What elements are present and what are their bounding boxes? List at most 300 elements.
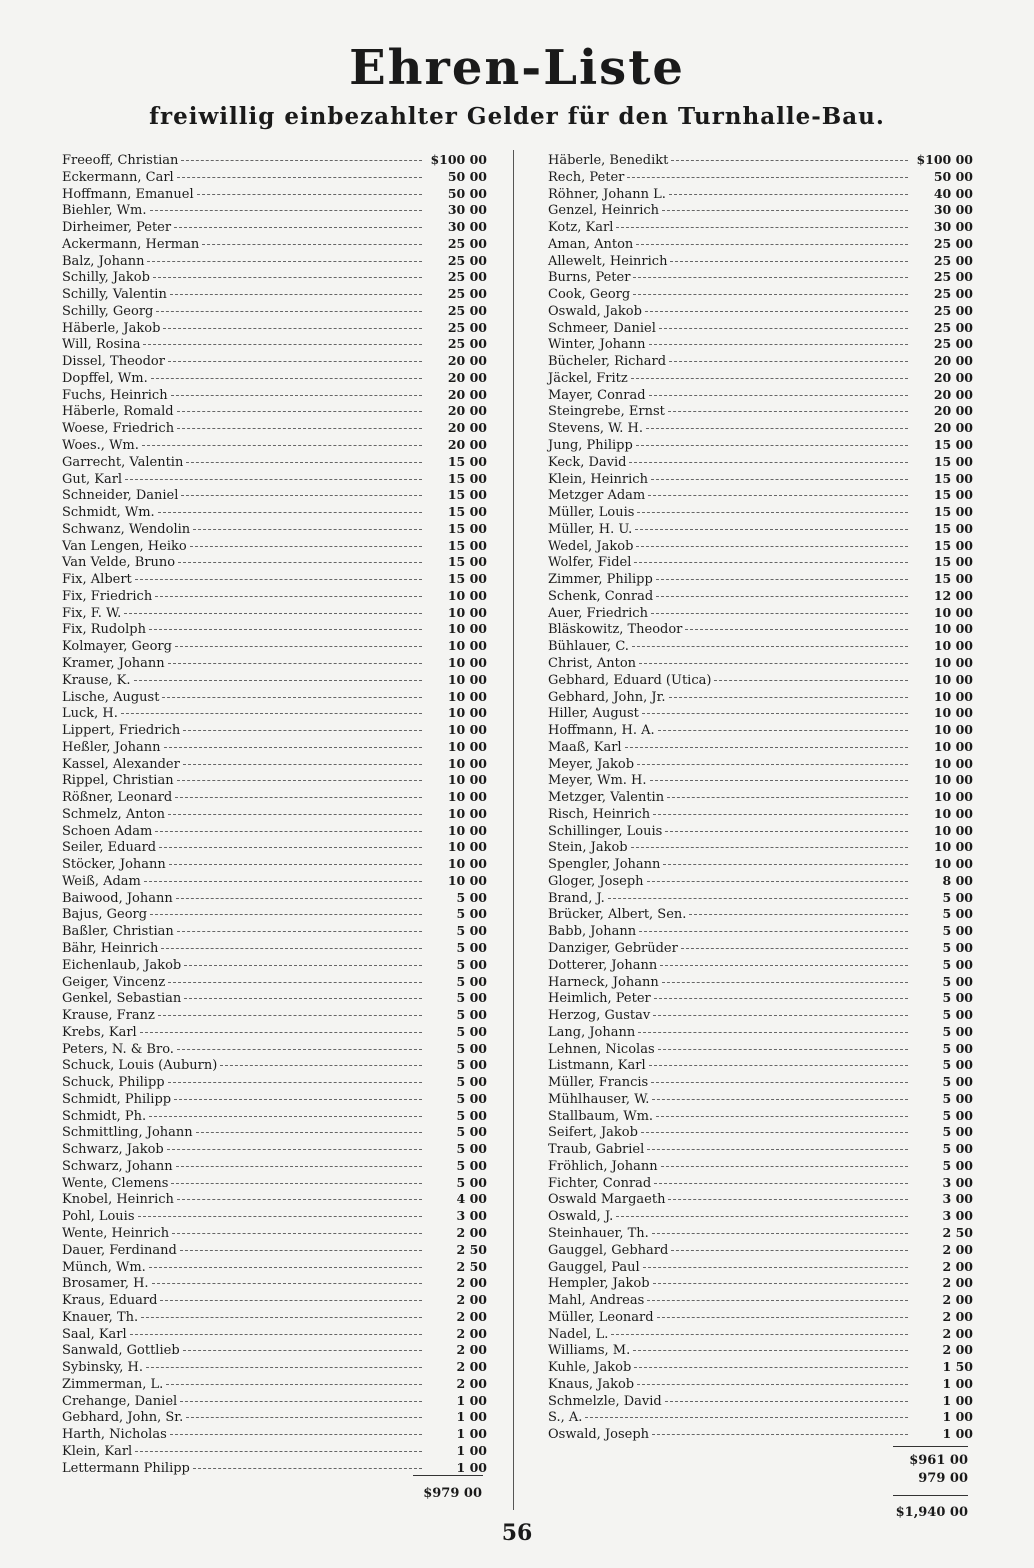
leader-dots xyxy=(170,1422,422,1438)
donor-name: S., A. xyxy=(548,1410,583,1426)
leader-dots xyxy=(168,1070,422,1086)
leader-dots xyxy=(177,399,422,415)
donor-name: Müller, Leonard xyxy=(548,1309,654,1325)
leader-dots xyxy=(641,1120,908,1136)
donation-amount: 40 00 xyxy=(933,185,973,201)
donation-amount: 20 00 xyxy=(447,386,487,402)
leader-dots xyxy=(162,685,422,701)
leader-dots xyxy=(714,668,908,684)
donation-amount: 30 00 xyxy=(447,202,487,218)
leader-dots xyxy=(668,399,908,415)
leader-dots xyxy=(671,1238,908,1254)
donor-name: Fuchs, Heinrich xyxy=(62,387,168,403)
leader-dots xyxy=(653,1271,908,1287)
donation-amount: 3 00 xyxy=(456,1208,487,1224)
leader-dots xyxy=(685,617,908,633)
donation-amount: 10 00 xyxy=(933,856,973,872)
donation-amount: 15 00 xyxy=(933,453,973,469)
donation-amount: 2 00 xyxy=(942,1292,973,1308)
donor-name: Fix, Albert xyxy=(62,572,132,588)
donation-amount: 5 00 xyxy=(942,1040,973,1056)
donor-name: Danziger, Gebrüder xyxy=(548,940,678,956)
donor-name: Brücker, Albert, Sen. xyxy=(548,907,687,923)
donor-name: Schenk, Conrad xyxy=(548,588,654,604)
donation-amount: 2 50 xyxy=(942,1225,973,1240)
donation-amount: 15 00 xyxy=(933,470,973,486)
donor-name: Eichenlaub, Jakob xyxy=(62,957,182,973)
donor-name: Bücheler, Richard xyxy=(548,354,667,370)
donation-amount: 50 00 xyxy=(447,168,487,184)
donor-name: Sanwald, Gottlieb xyxy=(62,1343,180,1359)
leader-dots xyxy=(652,1221,908,1237)
donor-name: Auer, Friedrich xyxy=(548,605,648,621)
donor-row xyxy=(62,601,487,621)
donation-amount: 5 00 xyxy=(456,1174,487,1190)
donor-name: Steingrebe, Ernst xyxy=(548,404,665,420)
donor-name: Harneck, Johann xyxy=(548,974,659,990)
donation-amount: 50 00 xyxy=(447,185,487,201)
donor-name: Gauggel, Gebhard xyxy=(548,1242,669,1258)
donation-amount: 25 00 xyxy=(447,269,487,285)
donor-name: Bühlauer, C. xyxy=(548,639,629,655)
donor-name: Eckermann, Carl xyxy=(62,169,174,185)
leader-dots xyxy=(669,685,908,701)
donor-row xyxy=(548,1422,973,1443)
leader-dots xyxy=(193,1456,422,1472)
donation-amount: 5 00 xyxy=(456,1107,487,1123)
donor-name: Gauggel, Paul xyxy=(548,1259,640,1275)
leader-dots xyxy=(183,718,422,734)
donation-amount: 10 00 xyxy=(447,654,487,670)
leader-dots xyxy=(143,332,422,348)
leader-dots xyxy=(153,265,422,281)
donor-name: Fichter, Conrad xyxy=(548,1175,652,1191)
donor-name: Babb, Johann xyxy=(548,924,637,940)
leader-dots xyxy=(163,316,422,332)
donor-name: Krebs, Karl xyxy=(62,1024,137,1040)
leader-dots xyxy=(657,1305,908,1321)
leader-dots xyxy=(658,1037,908,1053)
leader-dots xyxy=(636,433,908,449)
donor-row xyxy=(548,886,973,906)
donation-amount: 15 00 xyxy=(447,571,487,587)
leader-dots xyxy=(661,1154,908,1170)
donor-name: Ackermann, Herman xyxy=(62,236,200,252)
donor-name: Kramer, Johann xyxy=(62,655,165,671)
donation-amount: 1 00 xyxy=(456,1392,487,1408)
donor-name: Hoffmann, H. A. xyxy=(548,723,655,739)
leader-dots xyxy=(180,1389,422,1405)
leader-dots xyxy=(177,416,422,432)
donation-amount: 15 00 xyxy=(933,520,973,536)
donation-amount: 10 00 xyxy=(447,638,487,654)
donor-name: Wedel, Jakob xyxy=(548,538,634,554)
donor-name: Schmittling, Johann xyxy=(62,1125,193,1141)
donation-amount: 2 00 xyxy=(456,1225,487,1240)
donation-amount: 5 00 xyxy=(942,1090,973,1106)
donation-amount: 10 00 xyxy=(933,722,973,738)
donation-amount: 1 50 xyxy=(942,1359,973,1375)
page-subtitle: freiwillig einbezahlter Gelder für den Turnhalle-Bau. xyxy=(149,103,885,130)
donor-name: Christ, Anton xyxy=(548,655,637,671)
leader-dots xyxy=(121,701,422,717)
leader-dots xyxy=(663,852,908,868)
donation-amount: 20 00 xyxy=(447,369,487,385)
donor-name: Schwanz, Wendolin xyxy=(62,521,191,537)
leader-dots xyxy=(635,517,908,533)
donation-amount: 25 00 xyxy=(933,336,973,352)
donor-name: Balz, Johann xyxy=(62,253,145,269)
donor-name: Burns, Peter xyxy=(548,270,631,286)
leader-dots xyxy=(124,601,422,617)
donation-amount: 1 00 xyxy=(942,1409,973,1425)
leader-dots xyxy=(150,902,422,918)
donation-amount: 10 00 xyxy=(933,738,973,754)
donor-name: Weiß, Adam xyxy=(62,873,141,889)
donation-amount: 10 00 xyxy=(447,671,487,687)
leader-dots xyxy=(150,198,423,214)
donation-amount: 10 00 xyxy=(933,654,973,670)
donor-name: Mühlhauser, W. xyxy=(548,1091,650,1107)
leader-dots xyxy=(643,1255,908,1271)
donor-name: Listmann, Karl xyxy=(548,1058,646,1074)
donor-name: Dirheimer, Peter xyxy=(62,220,172,236)
leader-dots xyxy=(178,550,422,566)
leader-dots xyxy=(651,467,908,483)
donation-amount: 10 00 xyxy=(447,872,487,888)
donation-amount: 3 00 xyxy=(942,1174,973,1190)
leader-dots xyxy=(642,701,908,717)
donor-name: Will, Rosina xyxy=(62,337,141,353)
donation-amount: 2 00 xyxy=(942,1241,973,1257)
donor-name: Bläskowitz, Theodor xyxy=(548,622,683,638)
donor-row xyxy=(548,148,973,168)
donor-name: Oswald Margaeth xyxy=(548,1192,666,1208)
donor-name: Schilly, Georg xyxy=(62,303,154,319)
leader-dots xyxy=(170,282,422,298)
donor-name: Baßler, Christian xyxy=(62,924,174,940)
donation-amount: 15 00 xyxy=(447,504,487,520)
donation-amount: 2 00 xyxy=(942,1325,973,1341)
donation-amount: 20 00 xyxy=(933,420,973,436)
donation-amount: 1 00 xyxy=(942,1392,973,1408)
donation-amount: 10 00 xyxy=(933,772,973,788)
leader-dots xyxy=(167,1137,422,1153)
leader-dots xyxy=(652,1422,908,1438)
leader-dots xyxy=(649,332,908,348)
donor-name: Brand, J. xyxy=(548,890,605,906)
donation-amount: 5 00 xyxy=(456,973,487,989)
donation-amount: 15 00 xyxy=(447,470,487,486)
leader-dots xyxy=(135,1439,422,1455)
leader-dots xyxy=(196,1120,422,1136)
leader-dots xyxy=(631,835,908,851)
donor-name: Luck, H. xyxy=(62,706,118,722)
donation-amount: 1 00 xyxy=(456,1442,487,1458)
donation-amount: 20 00 xyxy=(933,369,973,385)
donor-name: Woese, Friedrich xyxy=(62,421,175,437)
donor-name: Aman, Anton xyxy=(548,236,634,252)
leader-dots xyxy=(152,1271,422,1287)
donation-amount: 10 00 xyxy=(447,688,487,704)
donor-name: Knauer, Th. xyxy=(62,1309,139,1325)
leader-dots xyxy=(135,567,422,583)
donor-name: Schwarz, Jakob xyxy=(62,1142,164,1158)
donor-name: Lehnen, Nicolas xyxy=(548,1041,655,1057)
leader-dots xyxy=(665,819,908,835)
leader-dots xyxy=(639,919,908,935)
donation-amount: 5 00 xyxy=(942,939,973,955)
leader-dots xyxy=(656,567,908,583)
donation-amount: 25 00 xyxy=(447,235,487,251)
leader-dots xyxy=(177,1187,422,1203)
leader-dots xyxy=(638,1020,908,1036)
donor-name: Lang, Johann xyxy=(548,1024,636,1040)
leader-dots xyxy=(175,785,422,801)
leader-dots xyxy=(631,366,908,382)
leader-dots xyxy=(636,232,908,248)
leader-dots xyxy=(649,1053,908,1069)
donor-name: Dotterer, Johann xyxy=(548,957,658,973)
leader-dots xyxy=(197,182,422,198)
donor-name: Cook, Georg xyxy=(548,287,631,303)
donor-name: Williams, M. xyxy=(548,1343,631,1359)
donor-row xyxy=(62,148,487,168)
donation-amount: 2 00 xyxy=(942,1342,973,1358)
leader-dots xyxy=(155,819,422,835)
donation-amount: 10 00 xyxy=(933,805,973,821)
leader-dots xyxy=(181,483,422,499)
donation-amount: 25 00 xyxy=(933,252,973,268)
donation-amount: 10 00 xyxy=(447,856,487,872)
leader-dots xyxy=(665,1389,908,1405)
left-donor-list xyxy=(62,148,487,1476)
donor-name: Jung, Philipp xyxy=(548,438,633,454)
donor-name: Dopffel, Wm. xyxy=(62,370,148,386)
donor-name: Rößner, Leonard xyxy=(62,790,173,806)
donor-name: Maaß, Karl xyxy=(548,739,622,755)
donor-name: Müller, Louis xyxy=(548,505,635,521)
leader-dots xyxy=(653,802,908,818)
donation-amount: 1 00 xyxy=(456,1409,487,1425)
leader-dots xyxy=(608,886,908,902)
donor-name: Schwarz, Johann xyxy=(62,1158,173,1174)
donor-name: Spengler, Johann xyxy=(548,857,661,873)
donation-amount: 10 00 xyxy=(447,755,487,771)
leader-dots xyxy=(647,1137,908,1153)
donation-amount: 15 00 xyxy=(933,437,973,453)
leader-dots xyxy=(670,249,908,265)
leader-dots xyxy=(637,1372,908,1388)
leader-dots xyxy=(637,752,908,768)
leader-dots xyxy=(671,148,908,164)
page-number: 56 xyxy=(501,1520,533,1546)
leader-dots xyxy=(662,970,908,986)
leader-dots xyxy=(176,886,422,902)
leader-dots xyxy=(637,500,908,516)
leader-dots xyxy=(146,1355,422,1371)
donor-name: Kolmayer, Georg xyxy=(62,639,172,655)
donation-amount: 10 00 xyxy=(447,722,487,738)
donor-name: Traub, Gabriel xyxy=(548,1142,645,1158)
donor-name: Meyer, Wm. H. xyxy=(548,773,647,789)
leader-dots xyxy=(634,1355,908,1371)
donor-name: Steinhauer, Th. xyxy=(548,1226,649,1241)
donation-amount: 5 00 xyxy=(456,889,487,905)
donor-name: Dauer, Ferdinand xyxy=(62,1242,177,1258)
donor-name: Mahl, Andreas xyxy=(548,1293,645,1309)
donor-name: Biehler, Wm. xyxy=(62,203,147,219)
leader-dots xyxy=(184,953,422,969)
donor-name: Meyer, Jakob xyxy=(548,756,635,772)
donor-name: Dissel, Theodor xyxy=(62,354,165,370)
leader-dots xyxy=(149,1255,422,1271)
leader-dots xyxy=(183,752,422,768)
donor-name: Wente, Clemens xyxy=(62,1175,169,1191)
leader-dots xyxy=(653,1003,908,1019)
donation-amount: 5 00 xyxy=(456,1090,487,1106)
donor-name: Heimlich, Peter xyxy=(548,991,651,1007)
leader-dots xyxy=(134,668,422,684)
donation-amount: 5 00 xyxy=(942,1107,973,1123)
right-subtotal: $961 00 xyxy=(909,1453,968,1468)
donation-amount: 25 00 xyxy=(933,302,973,318)
leader-dots xyxy=(168,970,422,986)
donation-amount: 8 00 xyxy=(942,872,973,888)
donor-name: Schuck, Philipp xyxy=(62,1075,165,1091)
donation-amount: 5 00 xyxy=(456,1023,487,1039)
donation-amount: 5 00 xyxy=(456,1057,487,1073)
donation-amount: 5 00 xyxy=(942,1157,973,1173)
donor-name: Müller, H. U. xyxy=(548,521,633,537)
donation-amount: $100 00 xyxy=(430,152,487,167)
grand-total-rule xyxy=(893,1495,968,1496)
donation-amount: 2 00 xyxy=(942,1275,973,1291)
donation-amount: 15 00 xyxy=(447,453,487,469)
donation-amount: 10 00 xyxy=(447,621,487,637)
leader-dots xyxy=(155,584,422,600)
donor-name: Crehange, Daniel xyxy=(62,1393,178,1409)
leader-dots xyxy=(660,953,908,969)
leader-dots xyxy=(658,718,908,734)
leader-dots xyxy=(166,1372,422,1388)
donor-name: Garrecht, Valentin xyxy=(62,454,184,470)
donor-name: Zimmerman, L. xyxy=(62,1376,164,1392)
leader-dots xyxy=(654,1171,908,1187)
leader-dots xyxy=(639,651,908,667)
leader-dots xyxy=(633,282,908,298)
donor-name: Lische, August xyxy=(62,689,160,705)
leader-dots xyxy=(130,1322,422,1338)
donor-name: Oswald, Jakob xyxy=(548,303,642,319)
donation-amount: 25 00 xyxy=(447,252,487,268)
donor-name: Lippert, Friedrich xyxy=(62,723,181,739)
donation-amount: 15 00 xyxy=(447,554,487,570)
donor-name: Hempler, Jakob xyxy=(548,1276,650,1292)
donation-amount: 15 00 xyxy=(447,520,487,536)
donation-amount: 5 00 xyxy=(942,973,973,989)
leader-dots xyxy=(174,1087,422,1103)
donation-amount: 15 00 xyxy=(933,537,973,553)
donation-amount: 5 00 xyxy=(456,939,487,955)
donation-amount: 5 00 xyxy=(942,1141,973,1157)
donation-amount: 10 00 xyxy=(447,822,487,838)
leader-dots xyxy=(144,869,422,885)
donation-amount: 25 00 xyxy=(933,269,973,285)
donor-name: Keck, David xyxy=(548,454,627,470)
donor-name: Häberle, Jakob xyxy=(62,320,161,336)
donation-amount: 5 00 xyxy=(942,1007,973,1023)
donation-amount: 10 00 xyxy=(447,587,487,603)
donor-row xyxy=(62,718,487,739)
donor-name: Wente, Heinrich xyxy=(62,1226,170,1241)
donation-amount: 1 00 xyxy=(942,1426,973,1442)
donor-name: Baiwood, Johann xyxy=(62,890,173,906)
leader-dots xyxy=(220,1053,422,1069)
donation-amount: 1 00 xyxy=(942,1375,973,1391)
donor-name: Allewelt, Heinrich xyxy=(548,253,668,269)
donation-amount: 2 00 xyxy=(456,1342,487,1358)
donor-name: Kuhle, Jakob xyxy=(548,1360,632,1376)
leader-dots xyxy=(149,617,422,633)
leader-dots xyxy=(616,215,908,231)
donor-name: Schneider, Daniel xyxy=(62,488,179,504)
donation-amount: 20 00 xyxy=(933,353,973,369)
donor-name: Knobel, Heinrich xyxy=(62,1192,174,1208)
donor-name: Röhner, Johann L. xyxy=(548,186,666,202)
donor-row xyxy=(548,1338,973,1359)
donor-name: Lettermann Philipp xyxy=(62,1460,190,1476)
donor-name: Genkel, Sebastian xyxy=(62,991,182,1007)
donation-amount: 15 00 xyxy=(933,504,973,520)
donation-amount: 5 00 xyxy=(456,1124,487,1140)
donation-amount: 2 00 xyxy=(942,1258,973,1274)
donor-name: Stevens, W. H. xyxy=(548,421,643,437)
donation-amount: 5 00 xyxy=(942,1023,973,1039)
donation-amount: 10 00 xyxy=(933,671,973,687)
donation-amount: 20 00 xyxy=(447,420,487,436)
donor-name: Gebhard, John, Jr. xyxy=(548,689,666,705)
donor-name: Kraus, Eduard xyxy=(62,1293,158,1309)
donor-name: Freeoff, Christian xyxy=(62,153,179,168)
donor-name: Stallbaum, Wm. xyxy=(548,1108,654,1124)
leader-dots xyxy=(656,1104,908,1120)
right-subtotal-rule xyxy=(893,1446,968,1447)
donation-amount: 20 00 xyxy=(933,386,973,402)
donor-name: Peters, N. & Bro. xyxy=(62,1041,174,1057)
leader-dots xyxy=(611,1322,908,1338)
donor-name: Gebhard, John, Sr. xyxy=(62,1410,184,1426)
donation-amount: 5 00 xyxy=(942,990,973,1006)
donation-amount: 15 00 xyxy=(933,554,973,570)
leader-dots xyxy=(158,500,422,516)
donation-amount: 25 00 xyxy=(447,319,487,335)
donor-name: Fix, Rudolph xyxy=(62,622,146,638)
donor-name: Heßler, Johann xyxy=(62,739,161,755)
donation-amount: 15 00 xyxy=(933,571,973,587)
leader-dots xyxy=(175,634,422,650)
donation-amount: 4 00 xyxy=(456,1191,487,1207)
donation-amount: 10 00 xyxy=(447,604,487,620)
leader-dots xyxy=(138,1204,422,1220)
donor-name: Metzger Adam xyxy=(548,488,646,504)
left-total: $979 00 xyxy=(423,1486,482,1501)
donation-amount: 5 00 xyxy=(942,1057,973,1073)
leader-dots xyxy=(654,986,908,1002)
donor-name: Münch, Wm. xyxy=(62,1259,146,1275)
donation-amount: 2 50 xyxy=(456,1258,487,1274)
donation-amount: 20 00 xyxy=(447,437,487,453)
